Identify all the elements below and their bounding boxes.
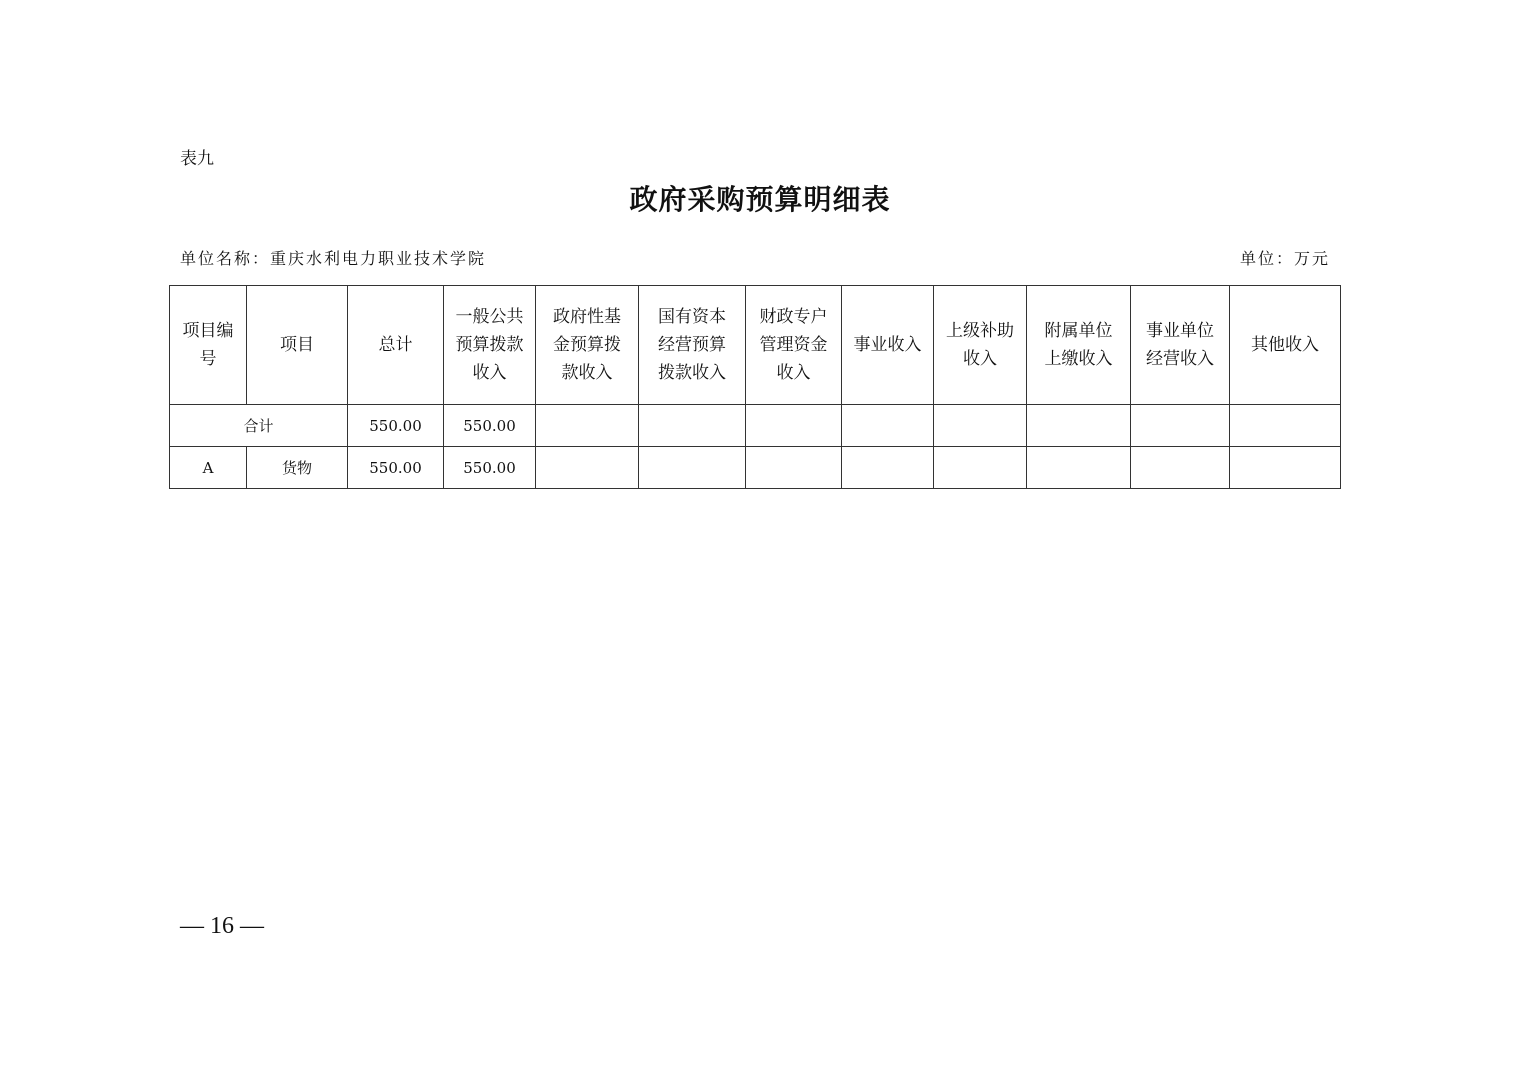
header-cell: 政府性基 金预算拨 款收入 bbox=[536, 286, 639, 405]
table-cell bbox=[842, 447, 934, 489]
item-code-cell: A bbox=[170, 447, 247, 489]
table-cell bbox=[639, 405, 746, 447]
table-cell bbox=[1027, 447, 1131, 489]
table-cell bbox=[842, 405, 934, 447]
page-number: — 16 — bbox=[180, 913, 264, 939]
table-label: 表九 bbox=[180, 149, 214, 169]
header-cell: 事业单位 经营收入 bbox=[1131, 286, 1230, 405]
table-cell: 550.00 bbox=[444, 405, 536, 447]
header-cell: 总计 bbox=[348, 286, 444, 405]
table-cell bbox=[746, 405, 842, 447]
table-cell bbox=[934, 405, 1027, 447]
table-cell bbox=[1027, 405, 1131, 447]
header-cell: 上级补助 收入 bbox=[934, 286, 1027, 405]
table-cell: 550.00 bbox=[348, 447, 444, 489]
unit-name: 单位名称：重庆水利电力职业技术学院 bbox=[180, 249, 487, 268]
table-cell bbox=[1230, 447, 1341, 489]
table-cell bbox=[746, 447, 842, 489]
table-row bbox=[170, 447, 1341, 489]
table-cell bbox=[536, 447, 639, 489]
document-title: 政府采购预算明细表 bbox=[629, 183, 891, 216]
total-label-cell: 合计 bbox=[170, 405, 348, 447]
table-cell bbox=[1230, 405, 1341, 447]
header-cell: 项目编 号 bbox=[170, 286, 247, 405]
total-row bbox=[170, 405, 1341, 447]
table-cell: 550.00 bbox=[444, 447, 536, 489]
table-cell bbox=[1131, 447, 1230, 489]
table-cell bbox=[536, 405, 639, 447]
table-cell: 550.00 bbox=[348, 405, 444, 447]
table-cell bbox=[1131, 405, 1230, 447]
header-cell: 一般公共 预算拨款 收入 bbox=[444, 286, 536, 405]
header-cell: 附属单位 上缴收入 bbox=[1027, 286, 1131, 405]
table-cell bbox=[639, 447, 746, 489]
header-cell: 项目 bbox=[247, 286, 348, 405]
item-name-cell: 货物 bbox=[247, 447, 348, 489]
table-cell bbox=[934, 447, 1027, 489]
header-cell: 事业收入 bbox=[842, 286, 934, 405]
header-cell: 财政专户 管理资金 收入 bbox=[746, 286, 842, 405]
header-cell: 其他收入 bbox=[1230, 286, 1341, 405]
header-row bbox=[170, 286, 1341, 405]
header-cell: 国有资本 经营预算 拨款收入 bbox=[639, 286, 746, 405]
unit-measure: 单位：万元 bbox=[1239, 249, 1330, 268]
procurement-budget-table bbox=[169, 285, 1341, 489]
